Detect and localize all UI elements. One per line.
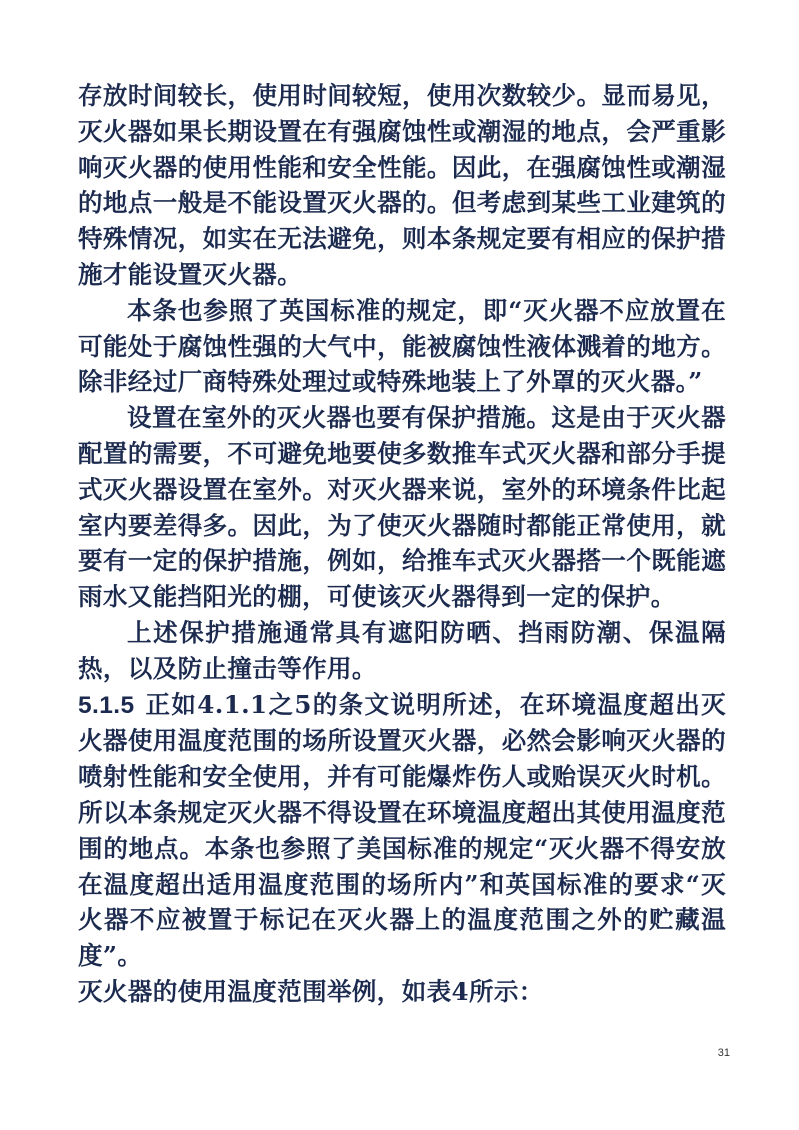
paragraph-table-intro: 灭火器的使用温度范围举例，如表4所示：: [78, 976, 544, 1006]
document-body: [78, 78, 726, 1010]
paragraph-british-standard: 本条也参照了英国标准的规定，即“灭火器不应放置在可能处于腐蚀性强的大气中，能被腐蚀性液体溅着的地方。除非经过厂商特殊处理过或特殊地装上了外罩的灭火器。”: [78, 295, 726, 397]
clause-text: 正如4.1.1之5的条文说明所述，在环境温度超出灭火器使用温度范围的场所设置灭火器，必然会影响灭火器的喷射性能和安全使用，并有可能爆炸伤人或贻误灭火时机。所以本条规定灭火器不得设置在环境温度超出其使用温度范围的地点。本条也参照了美国标准的规定“灭火器不得安放在温度超出适用温度范围的场所内”和英国标准的要求“灭火器不应被置于标记在灭火器上的温度范围之外的贮藏温度”。: [78, 689, 726, 971]
clause-number: 5.1.5: [78, 691, 135, 719]
paragraph-protection-measures: 上述保护措施通常具有遮阳防晒、挡雨防潮、保温隔热，以及防止撞击等作用。: [78, 617, 726, 683]
paragraph-continuation: 存放时间较长，使用时间较短，使用次数较少。显而易见，灭火器如果长期设置在有强腐蚀性或潮湿的地点，会严重影响灭火器的使用性能和安全性能。因此，在强腐蚀性或潮湿的地点一般是不能设置灭火器的。但考虑到某些工业建筑的特殊情况，如实在无法避免，则本条规定要有相应的保护措施才能设置灭火器。: [78, 81, 726, 289]
paragraph-outdoor-protection: 设置在室外的灭火器也要有保护措施。这是由于灭火器配置的需要，不可避免地要使多数推车式灭火器和部分手提式灭火器设置在室外。对灭火器来说，室外的环境条件比起室内要差得多。因此，为了使灭火器随时都能正常使用，就要有一定的保护措施，例如，给推车式灭火器搭一个既能遮雨水又能挡阳光的棚，可使该灭火器得到一定的保护。: [78, 403, 726, 612]
page-number: 31: [717, 1047, 730, 1059]
clause-5-1-5: [78, 687, 726, 974]
